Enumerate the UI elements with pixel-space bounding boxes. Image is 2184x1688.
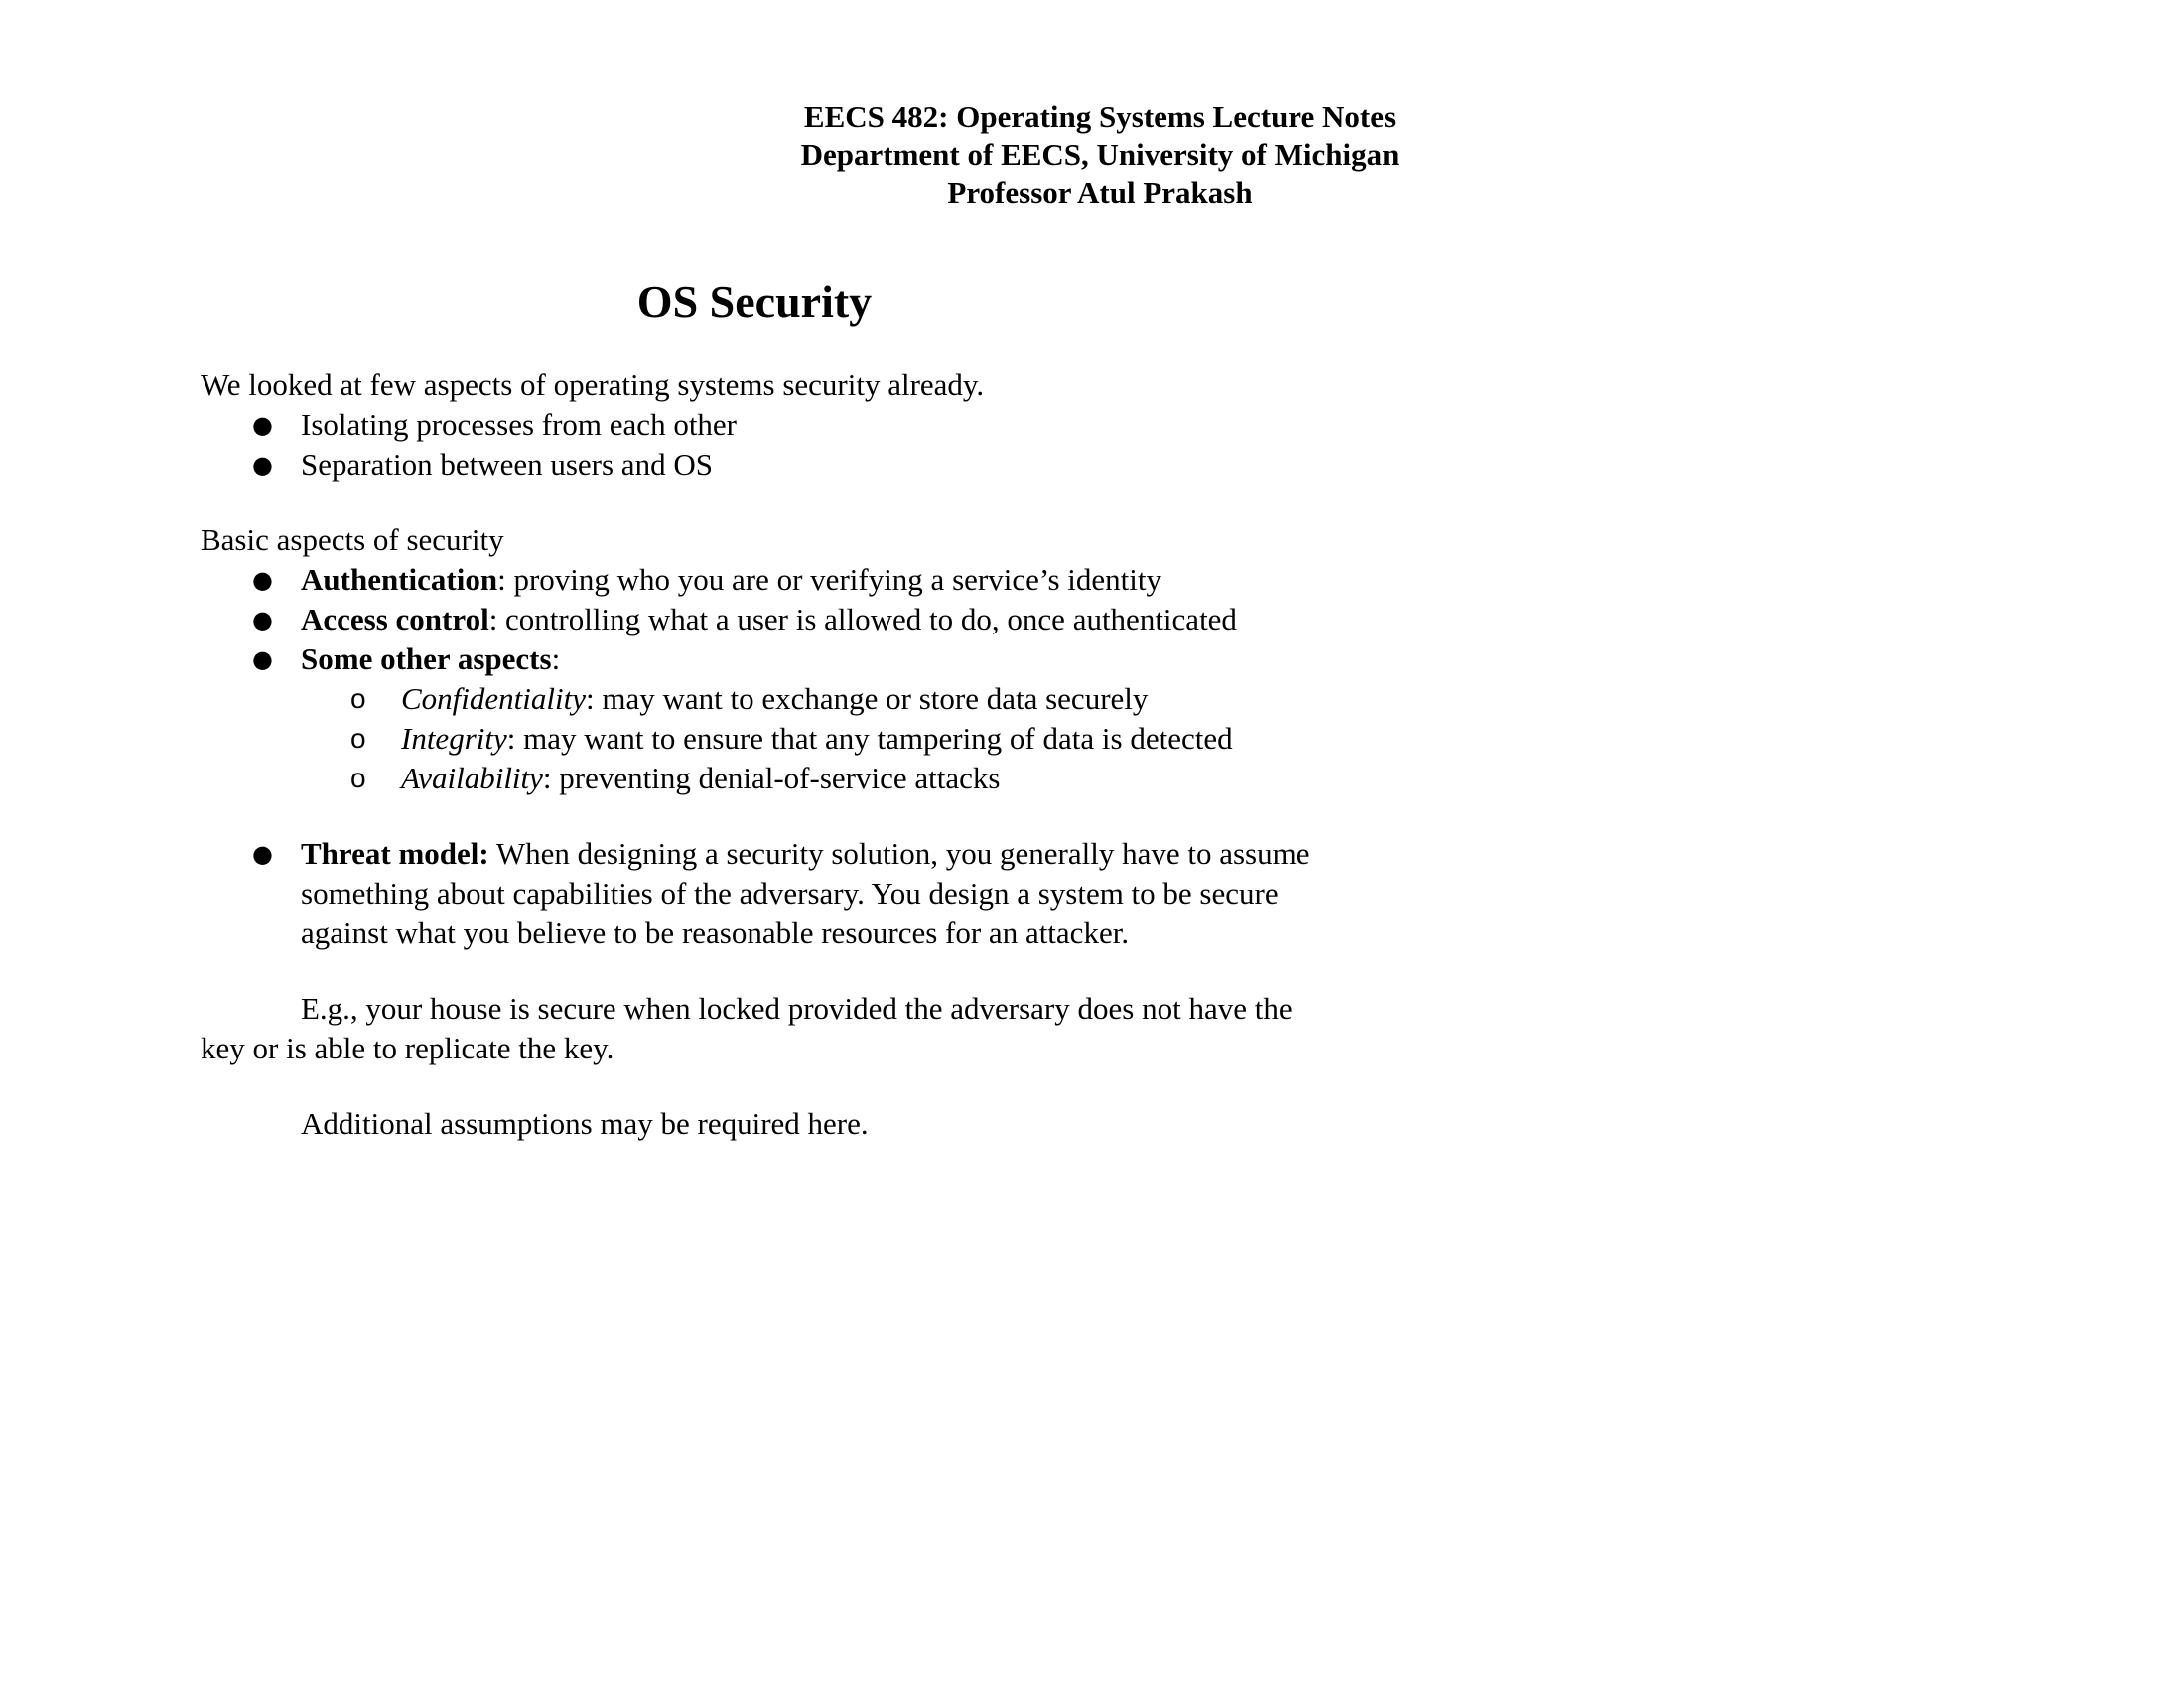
additional-text: Additional assumptions may be required here.	[301, 1106, 869, 1141]
sublist-item-availability: o Availability: preventing denial-of-service attacks	[301, 759, 1332, 798]
list-item-other-aspects: ● Some other aspects: o Confidentiality: may want to exchange or store data securely o Integrity: may want to ensure that any tampering of data is detected o Availability: preventing denial-of-service attacks	[201, 639, 1332, 798]
circle-bullet-icon: o	[350, 723, 366, 754]
list-item-access-control: ● Access control: controlling what a user is allowed to do, once authenticated	[201, 600, 1332, 639]
basics-list	[201, 560, 1332, 798]
circle-bullet-icon: o	[350, 763, 366, 793]
page-title: OS Security	[636, 276, 873, 327]
intro-list	[201, 405, 1332, 485]
list-item-authentication: ● Authentication: proving who you are or verifying a service’s identity	[201, 560, 1332, 600]
basics-text: Basic aspects of security	[201, 522, 504, 557]
list-item: ● Isolating processes from each other	[201, 405, 1332, 445]
bullet-icon: ●	[252, 840, 273, 868]
example-text: E.g., your house is secure when locked provided the adversary does not have the key or is able to replicate the key.	[201, 991, 1293, 1065]
circle-bullet-icon: o	[350, 683, 366, 714]
list-item-threat-model: ● Threat model: When designing a security solution, you generally have to assume something about capabilities of the adversary. You design a system to be secure against what you believe to be reasonable resources for an attacker.	[252, 836, 1310, 950]
sublist-item-integrity: o Integrity: may want to ensure that any tampering of data is detected	[301, 719, 1332, 759]
other-aspects-list	[301, 679, 1332, 798]
document-body	[201, 365, 1332, 1144]
bullet-icon: ●	[252, 451, 273, 479]
bullet-icon: ●	[252, 606, 273, 633]
bullet-icon: ●	[252, 411, 273, 439]
department: Department of EECS, University of Michigan	[800, 137, 1400, 172]
sublist-item-confidentiality: o Confidentiality: may want to exchange or store data securely	[301, 679, 1332, 719]
bullet-icon: ●	[252, 566, 273, 594]
course-header	[681, 98, 1519, 211]
list-item: ● Separation between users and OS	[201, 445, 1332, 485]
intro-text: We looked at few aspects of operating systems security already.	[201, 367, 985, 402]
threat-model-list	[201, 834, 1332, 953]
bullet-icon: ●	[252, 645, 273, 673]
professor: Professor Atul Prakash	[947, 175, 1253, 210]
course-title: EECS 482: Operating Systems Lecture Notes	[803, 99, 1397, 134]
